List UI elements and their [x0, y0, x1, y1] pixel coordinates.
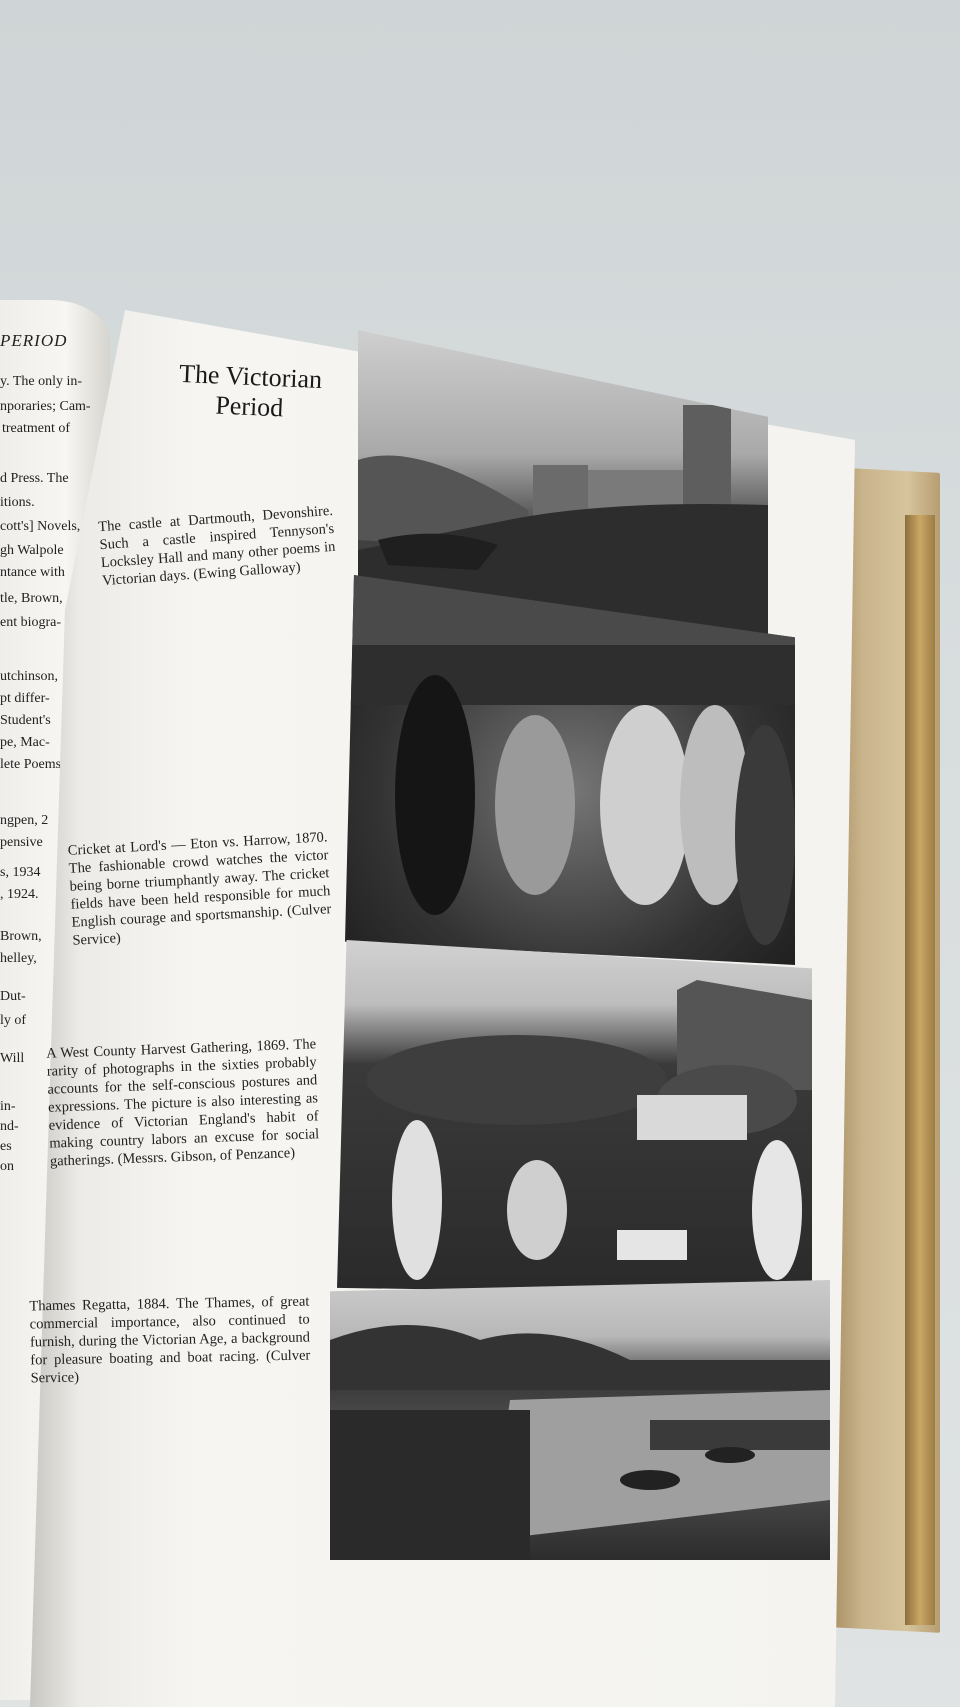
- harvest-illustration: [337, 940, 812, 1295]
- left-page-header: PERIOD: [0, 331, 68, 350]
- caption-regatta: Thames Regatta, 1884. The Thames, of great commercial importance, also continued to furnish, during the Victorian Age, a background for pleasure boating and boat racing. (Culver Service): [29, 1293, 311, 1387]
- left-page-fragment: ntance with: [0, 565, 65, 580]
- left-page-fragment: pe, Mac-: [0, 735, 50, 750]
- left-page-fragment: tle, Brown,: [0, 591, 63, 606]
- book-cover-edge: [905, 515, 935, 1625]
- cricket-engraving: [345, 575, 795, 965]
- left-page-fragment: in-: [0, 1099, 16, 1114]
- left-page-fragment: Brown,: [0, 929, 42, 944]
- left-page-fragment: ent biogra-: [0, 615, 62, 630]
- left-page-fragment: es: [0, 1139, 12, 1154]
- title-line-2: Period: [214, 390, 284, 423]
- left-page-fragment: Dut-: [0, 989, 26, 1004]
- left-page-fragment: ly of: [0, 1013, 27, 1028]
- left-page-fragment: lete Poems: [0, 757, 62, 772]
- caption-castle: The castle at Dartmouth, Devonshire. Such a castle inspired Tennyson's Locksley Hall and many other poems in Victorian days. (Ewing Galloway): [97, 502, 336, 590]
- left-page-fragment: ngpen, 2: [0, 813, 49, 828]
- left-page-fragment: Will: [0, 1051, 25, 1066]
- left-page-fragment: gh Walpole: [0, 543, 64, 558]
- left-page-fragment: Student's: [0, 713, 51, 728]
- left-page-fragment: helley,: [0, 951, 37, 966]
- left-page-fragment: treatment of: [2, 421, 71, 436]
- left-page-fragment: cott's] Novels,: [0, 519, 81, 534]
- regatta-engraving: [330, 1280, 830, 1560]
- cricket-illustration: [345, 575, 795, 965]
- left-page-fragment: y. The only in-: [0, 374, 83, 389]
- caption-harvest: A West County Harvest Gathering, 1869. The rarity of photographs in the sixties probably accounts for the self-conscious postures and expressions. The picture is also interesting as evidence of Victorian England's habit of making country labors an excuse for social gatherings. (Messrs. Gibson, of Penzance): [45, 1036, 320, 1170]
- caption-cricket: Cricket at Lord's — Eton vs. Harrow, 1870. The fashionable crowd watches the victor being borne triumphantly away. The cricket fields have been held responsible for much English courage and sportsmanship. (Culver Service): [67, 829, 332, 949]
- left-page-fragment: nd-: [0, 1119, 19, 1134]
- left-page-fragment: itions.: [0, 495, 35, 510]
- left-page-fragment: s, 1934: [0, 865, 41, 880]
- harvest-photo: [337, 940, 812, 1295]
- left-page-fragment: d Press. The: [0, 471, 69, 486]
- regatta-illustration: [330, 1280, 830, 1560]
- left-page-fragment: nporaries; Cam-: [0, 399, 91, 414]
- title-line-1: The Victorian: [178, 358, 323, 395]
- left-page-fragment: pt differ-: [0, 691, 50, 706]
- left-page-fragment: on: [0, 1159, 14, 1174]
- left-page-fragment: pensive: [0, 835, 43, 850]
- left-page-fragment: , 1924.: [0, 887, 39, 902]
- left-page-fragment: utchinson,: [0, 669, 58, 684]
- page-title: [149, 358, 351, 427]
